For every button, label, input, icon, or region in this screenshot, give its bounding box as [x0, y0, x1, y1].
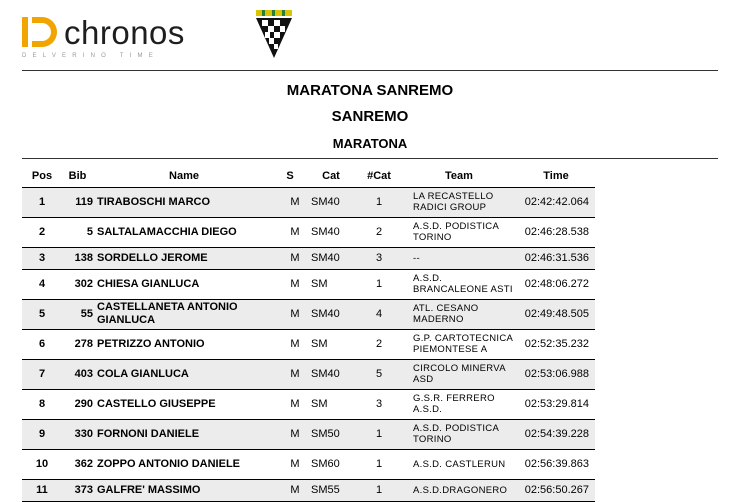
cell-name: SORDELLO JEROME: [97, 251, 208, 264]
cell-pos: 10: [35, 458, 49, 470]
cell-bib: 5: [86, 226, 93, 238]
results-table: [22, 165, 595, 502]
logo-wordmark: chronos: [64, 14, 185, 51]
cell-name: CASTELLANETA ANTONIO GIANLUCA: [97, 301, 238, 326]
col-sex-header: S: [275, 165, 305, 187]
chronos-logo-mark-icon: [22, 17, 58, 47]
cell-name: PETRIZZO ANTONIO: [97, 337, 205, 350]
cell-name: ZOPPO ANTONIO DANIELE: [97, 457, 241, 470]
cell-team: A.S.D.DRAGONERO: [413, 484, 508, 496]
table-row: [22, 187, 595, 217]
cell-time: 02:52:35.232: [524, 338, 589, 350]
cell-time: 02:53:29.814: [524, 398, 589, 410]
col-bib-header: Bib: [62, 165, 93, 187]
cell-sex: M: [290, 428, 300, 440]
cell-pos: 2: [38, 226, 46, 238]
header-divider: [22, 70, 718, 71]
cell-ncat: 1: [375, 428, 383, 440]
table-row: [22, 217, 595, 247]
cell-sex: M: [290, 226, 300, 238]
cell-pos: 4: [38, 278, 46, 290]
cell-bib: 138: [74, 252, 93, 264]
cell-name: COLA GIANLUCA: [97, 367, 189, 380]
cell-pos: 5: [38, 308, 46, 320]
cell-pos: 11: [36, 484, 48, 496]
chronos-logo: [22, 14, 222, 58]
cell-name: TIRABOSCHI MARCO: [97, 195, 211, 208]
cell-team: --: [413, 252, 420, 264]
table-row: [22, 247, 595, 269]
cell-bib: 330: [74, 428, 93, 440]
cell-sex: M: [290, 196, 300, 208]
logo-tagline: DELVERINO TIME: [22, 53, 159, 59]
cell-team: LA RECASTELLO RADICI GROUP: [413, 191, 494, 213]
cell-time: 02:46:31.536: [524, 252, 589, 264]
cell-ncat: 3: [375, 398, 383, 410]
cell-ncat: 1: [375, 458, 383, 470]
table-row: [22, 329, 595, 359]
cell-team: CIRCOLO MINERVA ASD: [413, 363, 506, 385]
col-time-header: Time: [517, 165, 595, 187]
cell-bib: 119: [75, 196, 93, 208]
cell-ncat: 5: [375, 368, 383, 380]
cell-bib: 373: [74, 484, 93, 496]
cell-cat: SM40: [311, 252, 340, 264]
cell-sex: M: [290, 308, 300, 320]
col-team-header: Team: [401, 165, 517, 187]
cell-name: CASTELLO GIUSEPPE: [97, 397, 216, 410]
cell-time: 02:54:39.228: [524, 428, 589, 440]
race-name: MARATONA: [332, 136, 408, 151]
cell-cat: SM40: [311, 226, 340, 238]
cell-cat: SM: [311, 398, 328, 410]
cell-cat: SM: [311, 338, 328, 350]
cell-sex: M: [290, 338, 300, 350]
cell-time: 02:56:39.863: [524, 458, 589, 470]
cell-time: 02:48:06.272: [524, 278, 589, 290]
cell-bib: 362: [74, 458, 93, 470]
cell-time: 02:46:28.538: [524, 226, 589, 238]
cell-sex: M: [290, 368, 300, 380]
table-row: [22, 419, 595, 449]
event-title: MARATONA SANREMO: [286, 82, 454, 99]
cell-name: GALFRE' MASSIMO: [97, 483, 201, 496]
fidal-shield-icon: [254, 10, 294, 60]
cell-ncat: 2: [375, 338, 383, 350]
cell-bib: 290: [74, 398, 93, 410]
col-name-header: Name: [93, 165, 275, 187]
cell-cat: SM55: [311, 484, 340, 496]
cell-ncat: 4: [375, 308, 383, 320]
cell-sex: M: [290, 458, 300, 470]
cell-cat: SM40: [311, 308, 340, 320]
cell-team: G.P. CARTOTECNICA PIEMONTESE A: [413, 333, 513, 355]
cell-pos: 8: [38, 398, 46, 410]
cell-sex: M: [290, 278, 300, 290]
cell-ncat: 1: [375, 196, 383, 208]
col-pos-header: Pos: [22, 165, 62, 187]
table-row: [22, 389, 595, 419]
cell-time: 02:49:48.505: [524, 308, 589, 320]
table-row: [22, 269, 595, 299]
cell-cat: SM: [311, 278, 328, 290]
table-header-row: [22, 165, 595, 187]
cell-cat: SM40: [311, 368, 340, 380]
cell-sex: M: [290, 252, 300, 264]
cell-time: 02:42:42.064: [524, 196, 589, 208]
table-row: [22, 299, 595, 329]
cell-ncat: 3: [375, 252, 383, 264]
cell-ncat: 1: [375, 278, 383, 290]
cell-cat: SM60: [311, 458, 340, 470]
cell-pos: 6: [38, 338, 46, 350]
cell-team: A.S.D. BRANCALEONE ASTI: [413, 273, 513, 295]
cell-team: G.S.R. FERRERO A.S.D.: [413, 393, 495, 415]
cell-cat: SM50: [311, 428, 340, 440]
cell-sex: M: [290, 398, 300, 410]
cell-bib: 55: [80, 308, 93, 320]
cell-bib: 302: [74, 278, 93, 290]
table-row: [22, 359, 595, 389]
cell-name: SALTALAMACCHIA DIEGO: [97, 225, 237, 238]
cell-pos: 9: [38, 428, 46, 440]
col-cat-header: Cat: [305, 165, 357, 187]
table-row: [22, 479, 595, 501]
cell-bib: 403: [74, 368, 93, 380]
cell-name: CHIESA GIANLUCA: [97, 277, 200, 290]
cell-ncat: 2: [375, 226, 383, 238]
title-divider: [22, 158, 718, 159]
cell-team: A.S.D. CASTLERUN: [413, 458, 506, 470]
cell-team: A.S.D. PODISTICA TORINO: [413, 423, 499, 445]
cell-ncat: 1: [375, 484, 383, 496]
cell-team: ATL. CESANO MADERNO: [413, 303, 479, 325]
cell-pos: 3: [38, 252, 46, 264]
cell-time: 02:53:06.988: [524, 368, 589, 380]
col-ncat-header: #Cat: [357, 165, 401, 187]
cell-team: A.S.D. PODISTICA TORINO: [413, 221, 499, 243]
cell-cat: SM40: [311, 196, 340, 208]
cell-name: FORNONI DANIELE: [97, 427, 200, 440]
cell-bib: 278: [74, 338, 93, 350]
cell-pos: 1: [38, 196, 46, 208]
event-location: SANREMO: [331, 108, 409, 125]
cell-sex: M: [290, 484, 300, 496]
cell-time: 02:56:50.267: [524, 484, 589, 496]
cell-pos: 7: [38, 368, 46, 380]
table-row: [22, 449, 595, 479]
